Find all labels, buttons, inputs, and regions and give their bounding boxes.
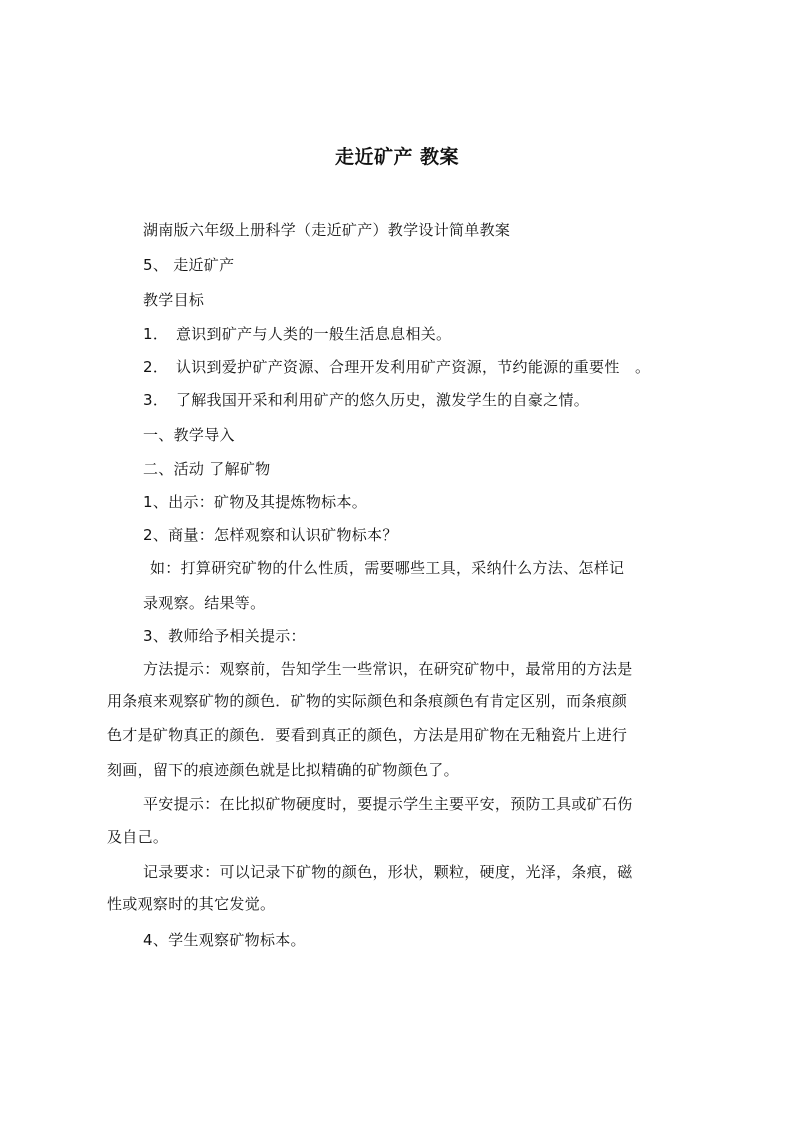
step-3: 3、教师给予相关提示： xyxy=(143,627,306,645)
record-req-line-1: 记录要求：可以记录下矿物的颜色，形状，颗粒，硬度，光泽，条痕，磁 xyxy=(143,863,633,881)
safety-tip-line-2: 及自己。 xyxy=(107,828,169,846)
step-4: 4、学生观察矿物标本。 xyxy=(143,931,306,949)
objective-2: 2． 认识到爱护矿产资源、合理开发利用矿产资源，节约能源的重要性 。 xyxy=(143,358,651,376)
method-tip-line-3: 色才是矿物真正的颜色．要看到真正的颜色，方法是用矿物在无釉瓷片上进行 xyxy=(107,726,628,744)
objective-3: 3． 了解我国开采和利用矿产的悠久历史，激发学生的自豪之情。 xyxy=(143,391,590,409)
example-line-2: 录观察。结果等。 xyxy=(143,594,266,612)
example-line-1: 如：打算研究矿物的什么性质，需要哪些工具，采纳什么方法、怎样记 xyxy=(150,559,625,577)
objectives-heading: 教学目标 xyxy=(143,291,205,309)
step-2: 2、商量：怎样观察和认识矿物标本？ xyxy=(143,526,398,544)
method-tip-line-2: 用条痕来观察矿物的颜色．矿物的实际颜色和条痕颜色有肯定区别，而条痕颜 xyxy=(107,692,628,710)
record-req-line-2: 性或观察时的其它发觉。 xyxy=(107,895,276,913)
subtitle-line: 湖南版六年级上册科学（走近矿产）教学设计简单教案 xyxy=(143,221,511,239)
document-title: 走近矿产 教案 xyxy=(334,146,460,168)
step-1: 1、出示：矿物及其提炼物标本。 xyxy=(143,493,368,511)
section-1-heading: 一、教学导入 xyxy=(143,426,235,444)
section-2-heading: 二、活动 了解矿物 xyxy=(143,460,271,478)
method-tip-line-4: 刻画，留下的痕迹颜色就是比拟精确的矿物颜色了。 xyxy=(107,761,459,779)
lesson-heading: 5、 走近矿产 xyxy=(143,256,235,274)
objective-1: 1． 意识到矿产与人类的一般生活息息相关。 xyxy=(143,325,452,343)
method-tip-line-1: 方法提示：观察前，告知学生一些常识，在研究矿物中，最常用的方法是 xyxy=(143,660,633,678)
safety-tip-line-1: 平安提示：在比拟矿物硬度时，要提示学生主要平安，预防工具或矿石伤 xyxy=(143,795,633,813)
